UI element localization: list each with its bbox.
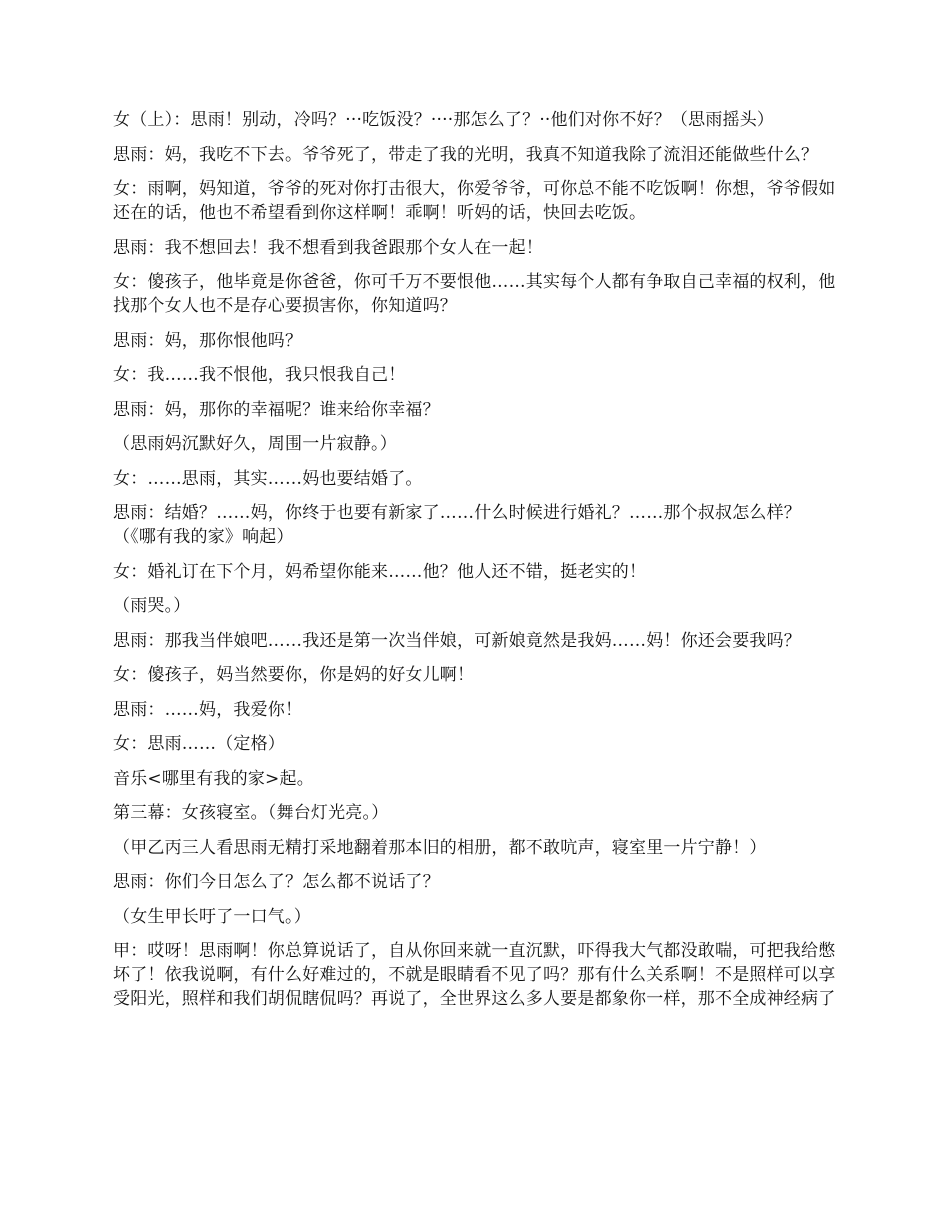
paragraph: 思雨：我不想回去！我不想看到我爸跟那个女人在一起！ xyxy=(113,237,543,258)
paragraph: 思雨：那我当伴娘吧……我还是第一次当伴娘，可新娘竟然是我妈……妈！你还会要我吗？ xyxy=(113,630,801,651)
scene-heading: 第三幕：女孩寝室。（舞台灯光亮。） xyxy=(113,803,389,823)
paragraph: 思雨：你们今日怎么了？怎么都不说话了？ xyxy=(113,872,440,892)
stage-direction: （甲乙丙三人看思雨无精打采地翻着那本旧的相册，都不敢吭声，寝室里一片宁静！） xyxy=(113,837,767,858)
paragraph: 女：雨啊，妈知道，爷爷的死对你打击很大，你爱爷爷，可你总不能不吃饭啊！你想，爷爷假如还在的话，他也不希望看到你这样啊！乖啊！听妈的话，快回去吃饭。 xyxy=(113,179,836,223)
paragraph: 女：傻孩子，妈当然要你，你是妈的好女儿啊！ xyxy=(113,665,475,685)
paragraph: 思雨：妈，我吃不下去。爷爷死了，带走了我的光明，我真不知道我除了流泪还能做些什么？ xyxy=(113,144,819,165)
paragraph: 甲：哎呀！思雨啊！你总算说话了，自从你回来就一直沉默，吓得我大气都没敢喘，可把我给憋坏了！依我说啊，有什么好难过的，不就是眼睛看不见了吗？那有什么关系啊！不是照样可以享受阳光，照样和我们胡侃瞎侃吗？再说了，全世界这么多人要是都象你一样，那不全成神经病了 xyxy=(113,941,836,1009)
paragraph: 女（上）：思雨！别动，冷吗？···吃饭没？····那怎么了？··他们对你不好？（思雨摇头） xyxy=(113,110,775,130)
paragraph: 女：傻孩子，他毕竟是你爸爸，你可千万不要恨他……其实每个人都有争取自己幸福的权利，他找那个女人也不是存心要损害你，你知道吗？ xyxy=(113,272,836,316)
stage-direction: （女生甲长吁了一口气。） xyxy=(113,906,311,927)
stage-direction: （雨哭。） xyxy=(113,596,191,616)
stage-direction: （思雨妈沉默好久，周围一片寂静。） xyxy=(113,434,397,454)
paragraph: 女：婚礼订在下个月，妈希望你能来……他？他人还不错，挺老实的！ xyxy=(113,561,647,582)
paragraph: 思雨：妈，那你的幸福呢？谁来给你幸福？ xyxy=(113,399,440,420)
paragraph: 女：思雨……（定格） xyxy=(113,734,285,754)
paragraph: 思雨：……妈，我爱你！ xyxy=(113,699,303,720)
paragraph: 思雨：结婚？……妈，你终于也要有新家了……什么时候进行婚礼？……那个叔叔怎么样？（《哪有我的家》响起） xyxy=(113,503,801,547)
paragraph: 思雨：妈，那你恨他吗？ xyxy=(113,330,303,351)
paragraph: 女：我……我不恨他，我只恨我自己！ xyxy=(113,365,406,385)
music-cue: 音乐<哪里有我的家>起。 xyxy=(113,768,314,789)
document-body xyxy=(113,108,840,1022)
paragraph: 女：……思雨，其实……妈也要结婚了。 xyxy=(113,468,423,489)
